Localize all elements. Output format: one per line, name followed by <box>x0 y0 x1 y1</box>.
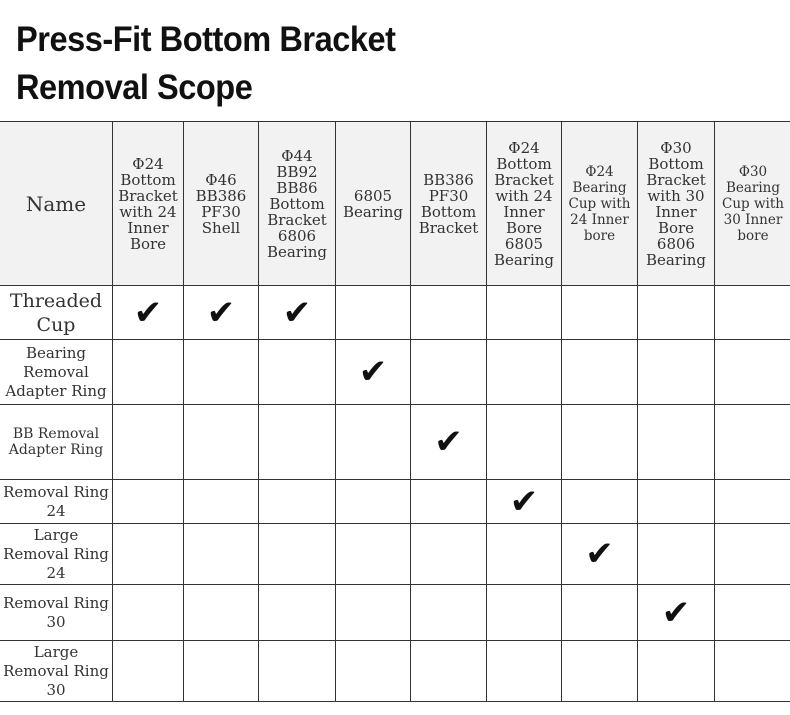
table-cell <box>411 405 487 480</box>
table-cell <box>184 405 259 480</box>
table-cell <box>184 340 259 405</box>
table-cell <box>184 480 259 524</box>
table-cell <box>638 524 715 585</box>
table-cell <box>411 585 487 641</box>
table-cell <box>715 641 790 702</box>
check-mark-icon: ✔ <box>661 592 691 633</box>
column-header: Φ24 Bottom Bracket with 24 Inner Bore <box>113 122 184 286</box>
row-name: Removal Ring 24 <box>0 480 113 524</box>
table-cell <box>113 286 184 340</box>
table-cell <box>259 585 336 641</box>
title-line-1: Press-Fit Bottom Bracket <box>16 20 396 59</box>
table-cell <box>113 405 184 480</box>
table-row <box>0 405 790 480</box>
column-header: Φ24 Bearing Cup with 24 Inner bore <box>562 122 638 286</box>
header-row <box>0 122 790 286</box>
table-cell <box>562 480 638 524</box>
table-cell <box>487 641 562 702</box>
table-cell <box>259 641 336 702</box>
table-cell <box>259 405 336 480</box>
table-cell <box>715 340 790 405</box>
table-cell <box>336 585 411 641</box>
table-body <box>0 286 790 702</box>
column-header: Φ30 Bottom Bracket with 30 Inner Bore 6806 Bearing <box>638 122 715 286</box>
table-cell <box>715 286 790 340</box>
table-cell <box>411 480 487 524</box>
table-cell <box>411 286 487 340</box>
table-cell <box>259 480 336 524</box>
column-header: Φ24 Bottom Bracket with 24 Inner Bore 6805 Bearing <box>487 122 562 286</box>
table-cell <box>715 405 790 480</box>
check-mark-icon: ✔ <box>133 292 163 333</box>
table-cell <box>638 340 715 405</box>
table-cell <box>487 585 562 641</box>
table-cell <box>638 405 715 480</box>
column-header: Φ46 BB386 PF30 Shell <box>184 122 259 286</box>
table-cell <box>259 286 336 340</box>
check-mark-icon: ✔ <box>358 352 388 392</box>
row-name: Removal Ring 30 <box>0 585 113 641</box>
table-row <box>0 641 790 702</box>
table-cell <box>487 524 562 585</box>
table-cell <box>336 405 411 480</box>
table-row <box>0 286 790 340</box>
column-header: Φ44 BB92 BB86 Bottom Bracket 6806 Bearing <box>259 122 336 286</box>
table-cell <box>411 524 487 585</box>
table-cell <box>562 641 638 702</box>
table-cell <box>562 585 638 641</box>
row-name: Large Removal Ring 30 <box>0 641 113 702</box>
table-row <box>0 585 790 641</box>
table-cell <box>638 480 715 524</box>
table-cell <box>336 286 411 340</box>
row-name: Threaded Cup <box>0 286 113 340</box>
table-cell <box>113 524 184 585</box>
table-cell <box>487 480 562 524</box>
check-mark-icon: ✔ <box>509 481 539 522</box>
table-cell <box>487 340 562 405</box>
table-cell <box>184 286 259 340</box>
table-cell <box>184 641 259 702</box>
table-cell <box>259 524 336 585</box>
table-cell <box>715 585 790 641</box>
table-cell <box>113 480 184 524</box>
row-name: Bearing Removal Adapter Ring <box>0 340 113 405</box>
table-row <box>0 340 790 405</box>
table-cell <box>113 585 184 641</box>
table-cell <box>638 641 715 702</box>
check-mark-icon: ✔ <box>282 292 312 333</box>
row-name: BB Removal Adapter Ring <box>0 405 113 480</box>
table-cell <box>638 286 715 340</box>
table-row <box>0 524 790 585</box>
table-cell <box>184 585 259 641</box>
table-cell <box>715 480 790 524</box>
check-mark-icon: ✔ <box>585 534 614 574</box>
table-cell <box>184 524 259 585</box>
table-cell <box>487 405 562 480</box>
check-mark-icon: ✔ <box>434 422 463 462</box>
table-cell <box>411 340 487 405</box>
table-cell <box>562 405 638 480</box>
table-cell <box>113 340 184 405</box>
table-cell <box>336 641 411 702</box>
table-row <box>0 480 790 524</box>
table-cell <box>562 524 638 585</box>
compatibility-table <box>0 121 790 702</box>
row-name: Large Removal Ring 24 <box>0 524 113 585</box>
table-cell <box>638 585 715 641</box>
column-header: 6805 Bearing <box>336 122 411 286</box>
check-mark-icon: ✔ <box>206 292 236 333</box>
page-title <box>16 16 396 112</box>
table-cell <box>487 286 562 340</box>
table-cell <box>562 286 638 340</box>
table-cell <box>411 641 487 702</box>
table-cell <box>336 480 411 524</box>
table-cell <box>562 340 638 405</box>
table-cell <box>259 340 336 405</box>
name-header: Name <box>0 122 113 286</box>
table-cell <box>113 641 184 702</box>
column-header: BB386 PF30 Bottom Bracket <box>411 122 487 286</box>
column-header: Φ30 Bearing Cup with 30 Inner bore <box>715 122 790 286</box>
title-line-2: Removal Scope <box>16 68 253 107</box>
table-cell <box>336 524 411 585</box>
table-cell <box>336 340 411 405</box>
table-cell <box>715 524 790 585</box>
